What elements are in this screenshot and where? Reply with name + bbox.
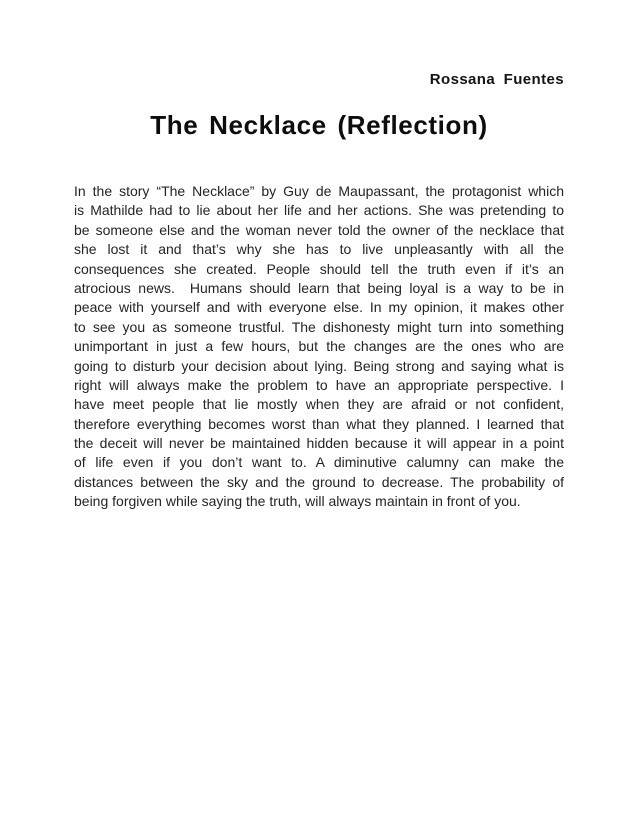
paragraph-line: she lost it and that’s why she has to live unpleasantly with all the bbox=[74, 241, 564, 258]
paragraph-line: going to disturb your decision about lying. Being strong and saying what is bbox=[74, 357, 564, 374]
paragraph-line: peace with yourself and with everyone else. In my opinion, it makes other bbox=[74, 299, 564, 316]
paragraph-line: therefore everything becomes worst than what they planned. I learned that bbox=[74, 415, 564, 432]
paragraph-line: be someone else and the woman never told the owner of the necklace that bbox=[74, 221, 564, 238]
paragraph-line: of life even if you don’t want to. A diminutive calumny can make the bbox=[74, 454, 564, 471]
paragraph-line: right will always make the problem to have an appropriate perspective. I bbox=[74, 376, 564, 393]
paragraph-line: the deceit will never be maintained hidden because it will appear in a point bbox=[74, 435, 564, 452]
author-name: Rossana Fuentes bbox=[429, 71, 564, 88]
paragraph-line: being forgiven while saying the truth, will always maintain in front of you. bbox=[74, 493, 521, 510]
paragraph-line: In the story “The Necklace” by Guy de Maupassant, the protagonist which bbox=[74, 183, 564, 199]
paragraph-line: unimportant in just a few hours, but the changes are the ones who are bbox=[74, 338, 564, 355]
paragraph-line: have meet people that lie mostly when they are afraid or not confident, bbox=[74, 396, 564, 413]
paragraph-line: to see you as someone trustful. The dishonesty might turn into something bbox=[74, 318, 564, 335]
paragraph-line: distances between the sky and the ground to decrease. The probability of bbox=[74, 473, 564, 490]
paragraph-line: is Mathilde had to lie about her life and her actions. She was pretending to bbox=[74, 202, 564, 219]
paragraph-line: atrocious news. Humans should learn that being loyal is a way to be in bbox=[74, 279, 564, 296]
paragraph-line: consequences she created. People should tell the truth even if it’s an bbox=[74, 260, 564, 277]
document-title: The Necklace (Reflection) bbox=[150, 110, 488, 140]
essay-paragraph bbox=[74, 182, 564, 512]
